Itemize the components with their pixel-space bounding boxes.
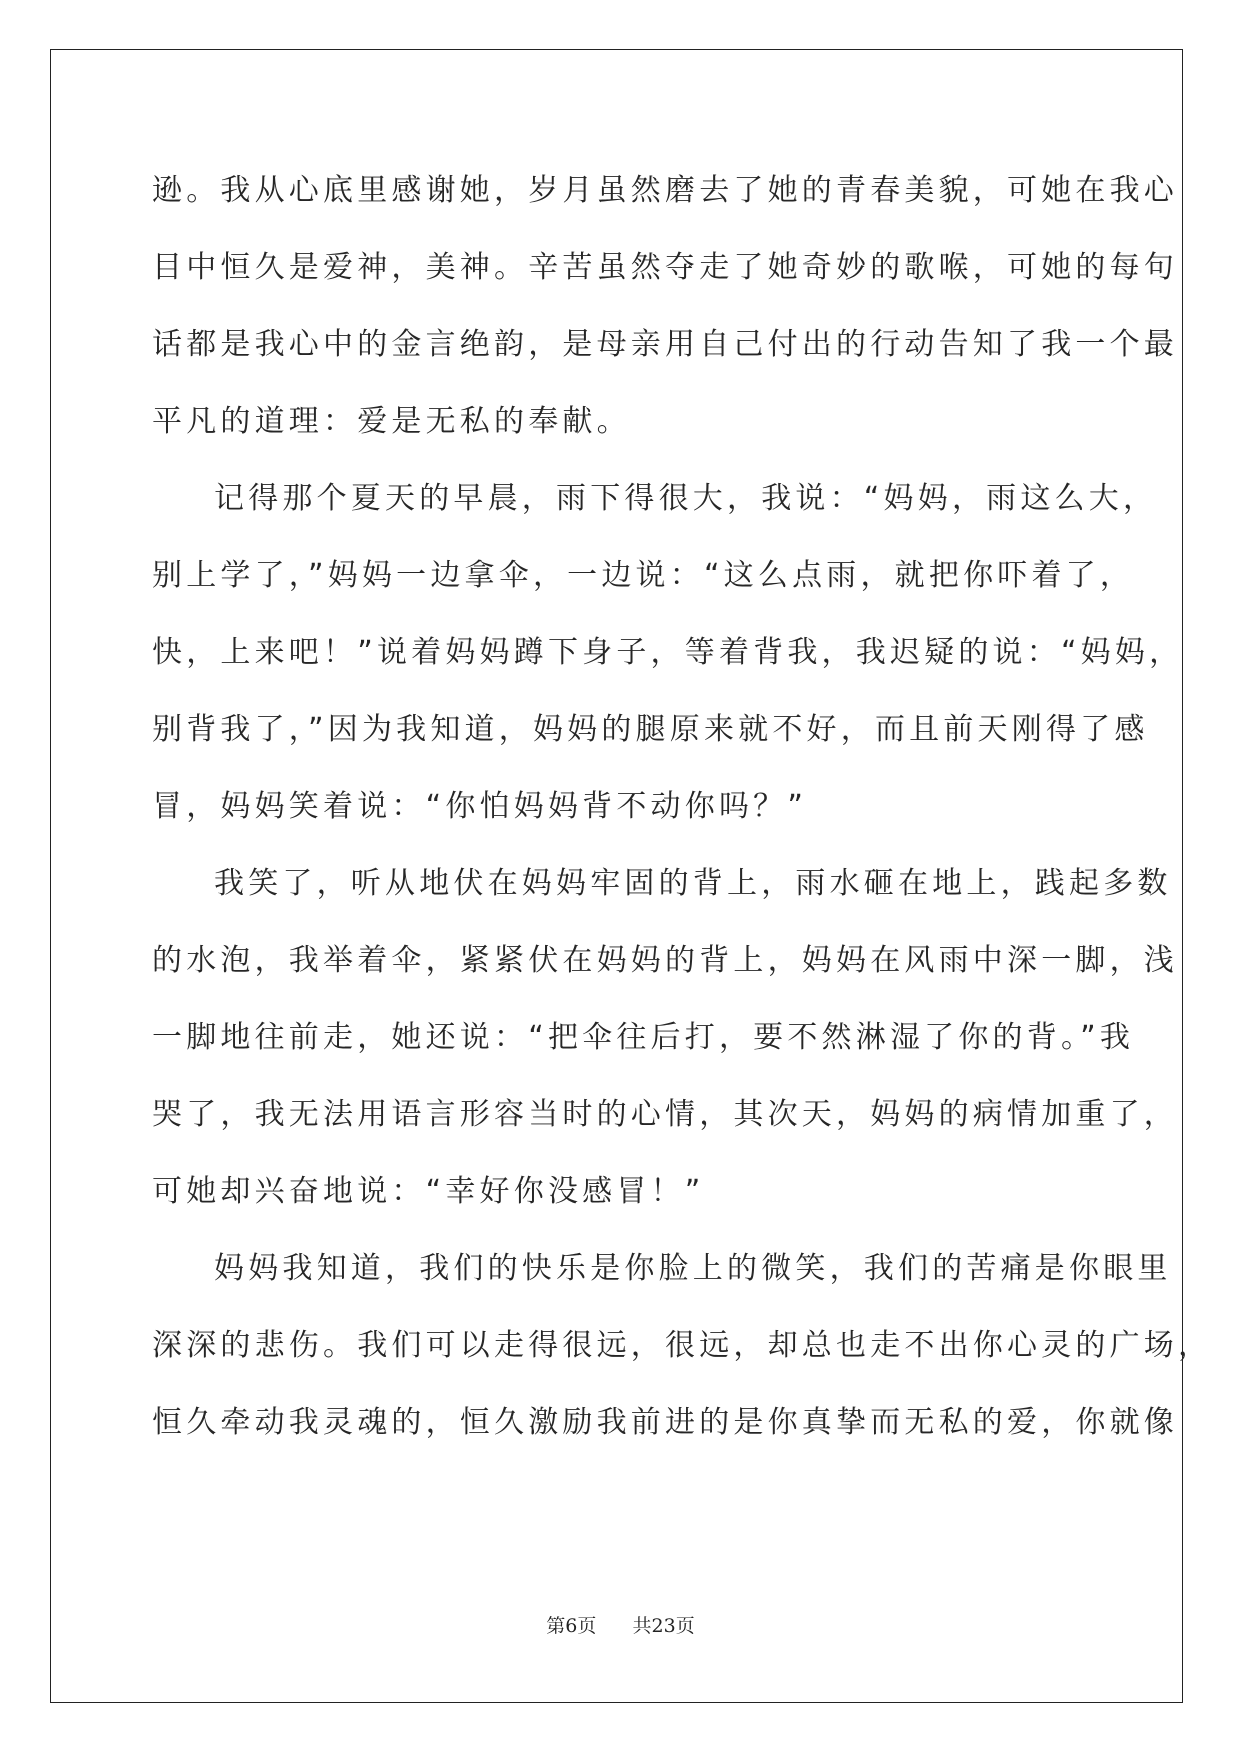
text-line: 话都是我心中的金言绝韵，是母亲用自己付出的行动告知了我一个最	[152, 327, 1178, 362]
text-line: 深深的悲伤。我们可以走得很远，很远，却总也走不出你心灵的广场，	[152, 1328, 1213, 1363]
total-pages: 23	[651, 1615, 676, 1637]
text-line: 别背我了，”因为我知道，妈妈的腿原来就不好，而且前天刚得了感	[152, 712, 1149, 747]
text-line: 哭了，我无法用语言形容当时的心情，其次天，妈妈的病情加重了，	[152, 1097, 1178, 1132]
text-line: 平凡的道理：爱是无私的奉献。	[152, 404, 631, 439]
text-line: 记得那个夏天的早晨，雨下得很大，我说：“妈妈，雨这么大，	[214, 481, 1158, 516]
text-line: 恒久牵动我灵魂的，恒久激励我前进的是你真挚而无私的爱，你就像	[152, 1405, 1178, 1440]
page-number: 6	[565, 1615, 578, 1637]
page-label-prefix: 第	[546, 1615, 566, 1637]
text-line: 妈妈我知道，我们的快乐是你脸上的微笑，我们的苦痛是你眼里	[214, 1251, 1172, 1286]
page-label-suffix: 页	[577, 1615, 597, 1637]
text-line: 一脚地往前走，她还说：“把伞往后打，要不然淋湿了你的背。”我	[152, 1020, 1135, 1055]
text-line: 快，上来吧！”说着妈妈蹲下身子，等着背我，我迟疑的说：“妈妈，	[152, 635, 1184, 670]
text-line: 可她却兴奋地说：“幸好你没感冒！”	[152, 1174, 705, 1209]
total-label-suffix: 页	[675, 1615, 695, 1637]
total-label-prefix: 共	[632, 1615, 652, 1637]
text-line: 目中恒久是爱神，美神。辛苦虽然夺走了她奇妙的歌喉，可她的每句	[152, 250, 1178, 285]
page-footer	[0, 1611, 1241, 1638]
text-line: 的水泡，我举着伞，紧紧伏在妈妈的背上，妈妈在风雨中深一脚，浅	[152, 943, 1178, 978]
document-body	[152, 162, 1213, 1471]
text-line: 别上学了，”妈妈一边拿伞，一边说：“这么点雨，就把你吓着了，	[152, 558, 1135, 593]
text-line: 逊。我从心底里感谢她，岁月虽然磨去了她的青春美貌，可她在我心	[152, 173, 1178, 208]
text-line: 冒，妈妈笑着说：“你怕妈妈背不动你吗？”	[152, 789, 808, 824]
text-line: 我笑了，听从地伏在妈妈牢固的背上，雨水砸在地上，践起多数	[214, 866, 1172, 901]
